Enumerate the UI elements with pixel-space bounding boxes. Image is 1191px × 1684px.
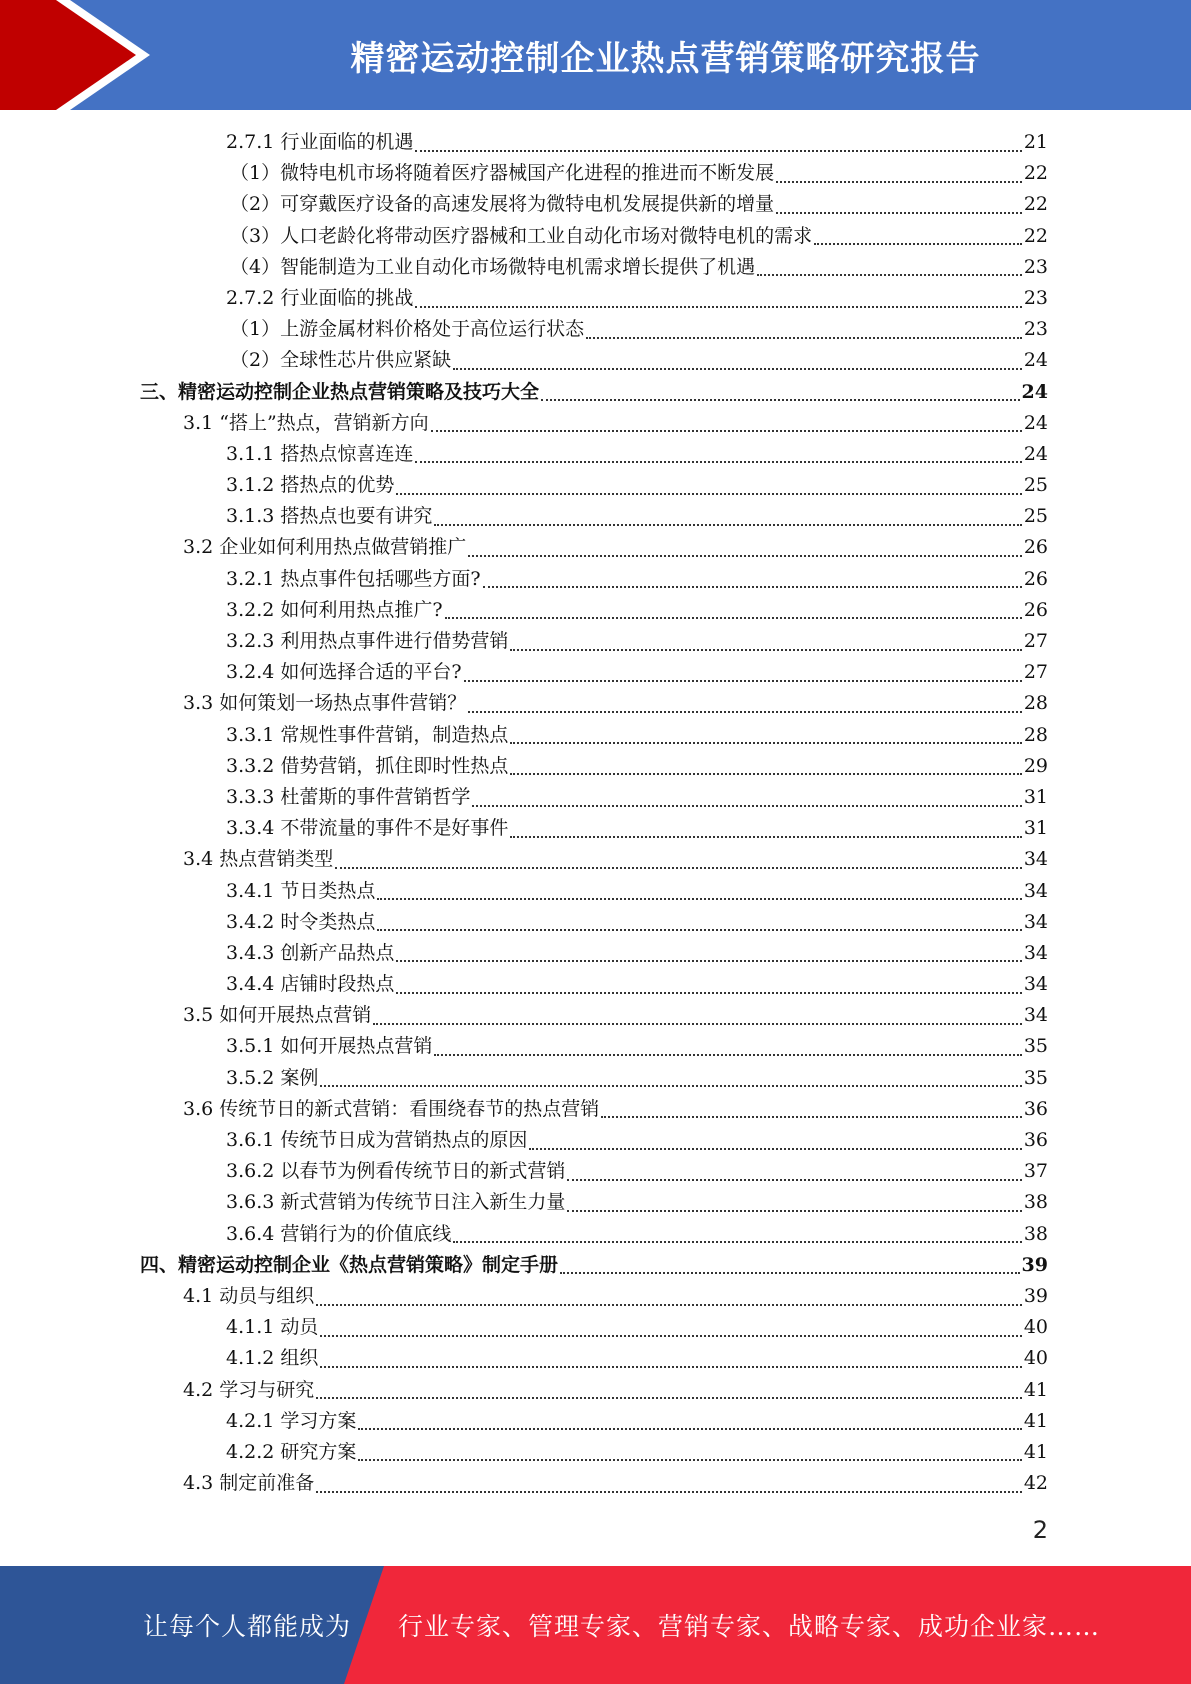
toc-entry-label: 4.1.2 组织	[226, 1347, 319, 1370]
toc-leader-dots	[541, 399, 1020, 401]
toc-entry[interactable]	[140, 1219, 1048, 1250]
toc-leader-dots	[316, 1304, 1022, 1306]
toc-entry[interactable]	[140, 564, 1048, 595]
toc-entry[interactable]	[140, 1343, 1048, 1374]
toc-entry-label: 2.7.1 行业面临的机遇	[226, 131, 414, 153]
toc-entry-page: 24	[1023, 442, 1048, 465]
toc-entry-page: 27	[1023, 661, 1048, 684]
toc-leader-dots	[567, 1210, 1021, 1212]
toc-entry-label: 3.3.4 不带流量的事件不是好事件	[226, 817, 509, 840]
toc-entry[interactable]	[140, 1468, 1048, 1499]
toc-entry[interactable]	[140, 221, 1048, 252]
toc-entry-page: 39	[1021, 1253, 1048, 1276]
toc-entry-page: 34	[1023, 941, 1048, 964]
page-number: 2	[1032, 1516, 1048, 1544]
toc-entry-page: 35	[1023, 1035, 1048, 1058]
toc-entry[interactable]	[140, 751, 1048, 782]
toc-entry[interactable]	[140, 501, 1048, 532]
toc-entry-page: 41	[1023, 1378, 1048, 1401]
toc-entry[interactable]	[140, 1250, 1048, 1281]
toc-entry[interactable]	[140, 1094, 1048, 1125]
toc-entry-page: 22	[1023, 162, 1048, 185]
toc-entry[interactable]	[140, 876, 1048, 907]
toc-entry-label: 3.6.2 以春节为例看传统节日的新式营销	[226, 1160, 566, 1183]
toc-entry[interactable]	[140, 720, 1048, 751]
toc-entry[interactable]	[140, 532, 1048, 563]
toc-entry[interactable]	[140, 813, 1048, 844]
toc-entry-label: 3.5.2 案例	[226, 1066, 319, 1089]
footer-banner	[0, 1566, 1191, 1684]
toc-entry-label: 3.2.1 热点事件包括哪些方面?	[226, 567, 481, 590]
toc-entry-label: 3.4 热点营销类型	[183, 848, 334, 871]
toc-entry[interactable]	[140, 1375, 1048, 1406]
header-banner	[0, 0, 1191, 110]
toc-entry[interactable]	[140, 1312, 1048, 1343]
toc-leader-dots	[415, 306, 1021, 308]
toc-entry-label: 3.6.3 新式营销为传统节日注入新生力量	[226, 1191, 566, 1214]
toc-leader-dots	[472, 805, 1021, 807]
toc-leader-dots	[320, 1085, 1021, 1087]
toc-entry-page: 38	[1023, 1222, 1048, 1245]
toc-leader-dots	[814, 243, 1022, 245]
toc-entry-label: 3.6.4 营销行为的价值底线	[226, 1222, 452, 1245]
toc-entry-label: 3.6.1 传统节日成为营销热点的原因	[226, 1129, 528, 1151]
toc-entry-label: 3.1.2 搭热点的优势	[226, 474, 395, 497]
toc-entry-page: 24	[1023, 411, 1048, 434]
toc-entry-page: 37	[1023, 1160, 1048, 1183]
toc-entry[interactable]	[140, 1406, 1048, 1437]
toc-entry[interactable]	[140, 688, 1048, 719]
toc-entry[interactable]	[140, 1437, 1048, 1468]
toc-entry-label: 4.3 制定前准备	[183, 1472, 315, 1495]
toc-leader-dots	[510, 773, 1021, 775]
toc-entry[interactable]	[140, 283, 1048, 314]
toc-leader-dots	[445, 617, 1022, 619]
toc-entry-page: 24	[1021, 380, 1048, 403]
toc-entry[interactable]	[140, 1187, 1048, 1218]
toc-entry-label: 3.2.3 利用热点事件进行借势营销	[226, 630, 509, 652]
toc-entry-label: 2.7.2 行业面临的挑战	[226, 286, 414, 309]
toc-entry[interactable]	[140, 1063, 1048, 1094]
toc-entry-page: 26	[1023, 536, 1048, 559]
toc-entry-label: （4）智能制造为工业自动化市场微特电机需求增长提供了机遇	[230, 255, 756, 278]
toc-entry-label: 3.1 “搭上”热点，营销新方向	[183, 411, 429, 434]
toc-entry-page: 27	[1023, 630, 1048, 652]
toc-entry-page: 21	[1023, 131, 1048, 153]
toc-leader-dots	[510, 836, 1021, 838]
toc-entry-page: 41	[1023, 1440, 1048, 1463]
toc-entry-page: 41	[1023, 1409, 1048, 1432]
toc-entry-label: （1）上游金属材料价格处于高位运行状态	[230, 318, 585, 341]
toc-leader-dots	[358, 1428, 1021, 1430]
toc-entry-label: （1）微特电机市场将随着医疗器械国产化进程的推进而不断发展	[230, 162, 775, 185]
toc-leader-dots	[320, 1366, 1021, 1368]
toc-entry-page: 28	[1023, 723, 1048, 746]
toc-entry-page: 40	[1023, 1347, 1048, 1370]
toc-entry-label: 3.2.4 如何选择合适的平台?	[226, 661, 462, 684]
toc-entry-page: 25	[1023, 474, 1048, 497]
toc-entry-label: 3.2.2 如何利用热点推广?	[226, 598, 443, 621]
toc-entry-page: 23	[1023, 255, 1048, 278]
toc-leader-dots	[776, 212, 1022, 214]
toc-leader-dots	[320, 1335, 1021, 1337]
table-of-contents	[140, 127, 1048, 1499]
toc-entry-label: 3.4.4 店铺时段热点	[226, 973, 395, 996]
toc-entry-label: 三、精密运动控制企业热点营销策略及技巧大全	[140, 380, 540, 403]
toc-entry-page: 34	[1023, 973, 1048, 996]
toc-leader-dots	[316, 1491, 1022, 1493]
toc-leader-dots	[776, 181, 1022, 183]
toc-entry-label: 3.4.1 节日类热点	[226, 879, 376, 902]
toc-entry-label: 3.3.2 借势营销，抓住即时性热点	[226, 754, 509, 777]
toc-entry-label: 4.2 学习与研究	[183, 1378, 315, 1401]
toc-entry-page: 31	[1023, 817, 1048, 840]
toc-leader-dots	[510, 742, 1021, 744]
toc-entry-page: 26	[1023, 567, 1048, 590]
toc-entry[interactable]	[140, 345, 1048, 376]
toc-entry[interactable]	[140, 377, 1048, 408]
toc-entry-label: 4.1.1 动员	[226, 1316, 319, 1339]
toc-leader-dots	[483, 586, 1022, 588]
toc-leader-dots	[415, 150, 1021, 152]
footer-roles: 行业专家、管理专家、营销专家、战略专家、成功企业家……	[398, 1612, 1101, 1641]
toc-leader-dots	[396, 992, 1021, 994]
toc-entry-label: 3.4.3 创新产品热点	[226, 941, 395, 964]
toc-leader-dots	[510, 649, 1021, 651]
toc-entry-page: 36	[1023, 1129, 1048, 1151]
toc-entry-page: 23	[1023, 286, 1048, 309]
toc-entry-page: 34	[1023, 1004, 1048, 1027]
toc-entry-page: 26	[1023, 598, 1048, 621]
toc-leader-dots	[431, 430, 1022, 432]
toc-entry-label: 4.2.2 研究方案	[226, 1440, 357, 1463]
toc-entry[interactable]	[140, 657, 1048, 688]
toc-entry-label: 3.1.1 搭热点惊喜连连	[226, 442, 414, 465]
toc-leader-dots	[377, 898, 1021, 900]
toc-entry-label: 3.5 如何开展热点营销	[183, 1004, 372, 1027]
toc-entry-page: 34	[1023, 910, 1048, 933]
toc-entry-page: 42	[1023, 1472, 1048, 1495]
toc-entry-page: 35	[1023, 1066, 1048, 1089]
toc-entry-page: 40	[1023, 1316, 1048, 1339]
toc-entry[interactable]	[140, 252, 1048, 283]
toc-entry-label: （2）全球性芯片供应紧缺	[230, 349, 452, 372]
toc-leader-dots	[567, 1179, 1021, 1181]
toc-entry[interactable]	[140, 1156, 1048, 1187]
toc-entry-page: 22	[1023, 193, 1048, 216]
toc-entry-page: 31	[1023, 785, 1048, 808]
toc-leader-dots	[586, 337, 1022, 339]
toc-entry-label: 4.2.1 学习方案	[226, 1409, 357, 1432]
toc-leader-dots	[396, 960, 1021, 962]
toc-leader-dots	[377, 929, 1021, 931]
toc-entry-page: 29	[1023, 754, 1048, 777]
toc-leader-dots	[373, 1023, 1022, 1025]
toc-entry[interactable]	[140, 626, 1048, 657]
toc-leader-dots	[529, 1148, 1021, 1150]
toc-entry-label: 四、精密运动控制企业《热点营销策略》制定手册	[140, 1253, 559, 1276]
toc-entry-label: 3.2 企业如何利用热点做营销推广	[183, 536, 467, 559]
toc-leader-dots	[335, 867, 1022, 869]
toc-leader-dots	[316, 1397, 1022, 1399]
toc-entry-page: 38	[1023, 1191, 1048, 1214]
toc-entry[interactable]	[140, 439, 1048, 470]
toc-leader-dots	[468, 711, 1022, 713]
toc-entry[interactable]	[140, 782, 1048, 813]
toc-entry-page: 39	[1023, 1284, 1048, 1307]
toc-leader-dots	[757, 274, 1022, 276]
toc-entry[interactable]	[140, 1125, 1048, 1156]
toc-leader-dots	[358, 1459, 1021, 1461]
toc-entry-label: 3.1.3 搭热点也要有讲究	[226, 505, 433, 528]
toc-entry-page: 25	[1023, 505, 1048, 528]
toc-entry-page: 23	[1023, 318, 1048, 341]
toc-entry[interactable]	[140, 907, 1048, 938]
toc-entry[interactable]	[140, 158, 1048, 189]
toc-leader-dots	[453, 1241, 1021, 1243]
toc-entry[interactable]	[140, 314, 1048, 345]
toc-leader-dots	[601, 1116, 1022, 1118]
toc-entry-label: 3.5.1 如何开展热点营销	[226, 1035, 433, 1058]
toc-entry[interactable]	[140, 1000, 1048, 1031]
toc-entry-label: （2）可穿戴医疗设备的高速发展将为微特电机发展提供新的增量	[230, 193, 775, 216]
toc-entry-page: 28	[1023, 692, 1048, 715]
toc-entry[interactable]	[140, 1281, 1048, 1312]
toc-entry-label: 3.3.1 常规性事件营销，制造热点	[226, 723, 509, 746]
toc-entry[interactable]	[140, 844, 1048, 875]
footer-slogan: 让每个人都能成为	[143, 1612, 352, 1641]
toc-leader-dots	[434, 524, 1021, 526]
toc-entry-page: 34	[1023, 848, 1048, 871]
toc-entry-label: 3.6 传统节日的新式营销：看围绕春节的热点营销	[183, 1097, 600, 1120]
toc-entry-label: 3.4.2 时令类热点	[226, 910, 376, 933]
toc-leader-dots	[453, 368, 1022, 370]
toc-leader-dots	[464, 680, 1022, 682]
toc-entry-label: 4.1 动员与组织	[183, 1284, 315, 1307]
toc-entry[interactable]	[140, 595, 1048, 626]
toc-leader-dots	[415, 461, 1021, 463]
toc-entry-page: 36	[1023, 1097, 1048, 1120]
toc-entry-page: 34	[1023, 879, 1048, 902]
toc-leader-dots	[434, 1054, 1021, 1056]
toc-leader-dots	[468, 555, 1022, 557]
toc-entry[interactable]	[140, 969, 1048, 1000]
toc-entry[interactable]	[140, 127, 1048, 158]
toc-entry[interactable]	[140, 189, 1048, 220]
toc-entry[interactable]	[140, 408, 1048, 439]
toc-entry-page: 24	[1023, 349, 1048, 372]
toc-entry-page: 22	[1023, 224, 1048, 247]
toc-entry-label: （3）人口老龄化将带动医疗器械和工业自动化市场对微特电机的需求	[230, 224, 813, 247]
toc-leader-dots	[560, 1272, 1020, 1274]
report-title: 精密运动控制企业热点营销策略研究报告	[350, 38, 981, 79]
toc-leader-dots	[396, 493, 1021, 495]
toc-entry[interactable]	[140, 470, 1048, 501]
toc-entry[interactable]	[140, 938, 1048, 969]
toc-entry-label: 3.3 如何策划一场热点事件营销？	[183, 692, 467, 715]
toc-entry-label: 3.3.3 杜蕾斯的事件营销哲学	[226, 785, 471, 808]
toc-entry[interactable]	[140, 1031, 1048, 1062]
